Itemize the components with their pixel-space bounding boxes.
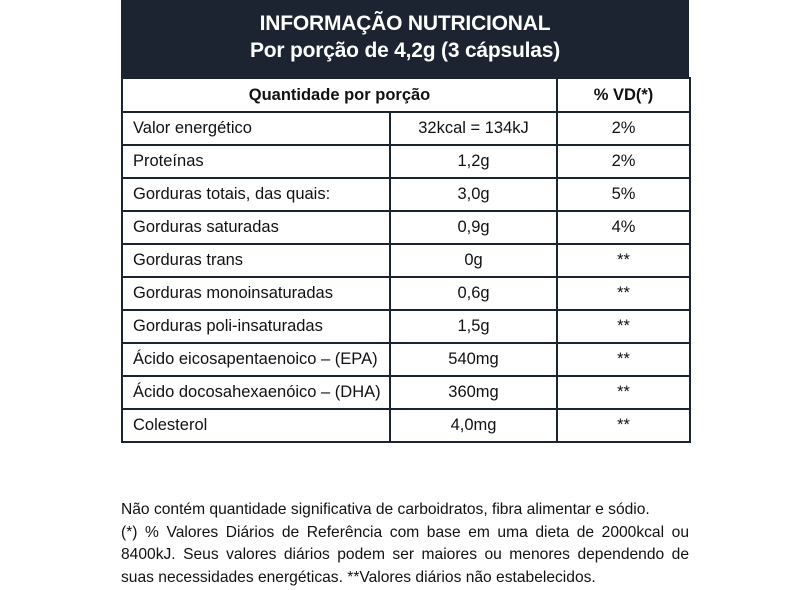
nutrient-vd: 2% xyxy=(557,112,690,145)
nutrient-name: Gorduras poli-insaturadas xyxy=(122,310,390,343)
nutrient-vd: 5% xyxy=(557,178,690,211)
nutrient-amount: 1,2g xyxy=(390,145,557,178)
nutrition-title: INFORMAÇÃO NUTRICIONAL xyxy=(259,12,551,35)
nutrient-amount: 0,9g xyxy=(390,211,557,244)
footnote-not-significant: Não contém quantidade significativa de carboidratos, fibra alimentar e sódio. xyxy=(121,501,650,518)
nutrient-amount: 32kcal = 134kJ xyxy=(390,112,557,145)
table-row xyxy=(122,211,690,244)
nutrition-panel xyxy=(121,0,689,443)
table-header-row xyxy=(122,78,690,112)
nutrient-name: Ácido eicosapentaenoico – (EPA) xyxy=(122,343,390,376)
table-row xyxy=(122,343,690,376)
nutrient-amount: 0,6g xyxy=(390,277,557,310)
nutrient-amount: 540mg xyxy=(390,343,557,376)
nutrient-name: Proteínas xyxy=(122,145,390,178)
nutrient-amount: 3,0g xyxy=(390,178,557,211)
footnote-daily-values: (*) % Valores Diários de Referência com base em uma dieta de 2000kcal ou 8400kJ. Seus valores diários podem ser maiores ou menores dependendo de suas necessidades energéticas. **Valores diários não estabelecidos. xyxy=(121,523,689,586)
nutrient-name: Gorduras saturadas xyxy=(122,211,390,244)
nutrient-vd: 4% xyxy=(557,211,690,244)
nutrient-vd: ** xyxy=(557,343,690,376)
col-header-quantity: Quantidade por porção xyxy=(122,78,557,112)
table-row xyxy=(122,277,690,310)
table-row xyxy=(122,409,690,442)
nutrient-amount: 0g xyxy=(390,244,557,277)
table-row xyxy=(122,112,690,145)
nutrient-name: Valor energético xyxy=(122,112,390,145)
nutrient-amount: 360mg xyxy=(390,376,557,409)
col-header-vd: % VD(*) xyxy=(557,78,690,112)
serving-size: Por porção de 4,2g (3 cápsulas) xyxy=(249,39,561,62)
nutrient-vd: ** xyxy=(557,277,690,310)
nutrient-vd: ** xyxy=(557,310,690,343)
table-row xyxy=(122,376,690,409)
nutrient-amount: 4,0mg xyxy=(390,409,557,442)
table-row xyxy=(122,145,690,178)
table-row xyxy=(122,310,690,343)
nutrient-amount: 1,5g xyxy=(390,310,557,343)
nutrient-vd: 2% xyxy=(557,145,690,178)
nutrient-name: Gorduras monoinsaturadas xyxy=(122,277,390,310)
nutrient-name: Gorduras trans xyxy=(122,244,390,277)
nutrient-vd: ** xyxy=(557,376,690,409)
nutrient-name: Gorduras totais, das quais: xyxy=(122,178,390,211)
nutrient-name: Ácido docosahexaenóico – (DHA) xyxy=(122,376,390,409)
nutrient-vd: ** xyxy=(557,409,690,442)
nutrient-vd: ** xyxy=(557,244,690,277)
nutrient-name: Colesterol xyxy=(122,409,390,442)
nutrition-header xyxy=(121,0,689,77)
table-row xyxy=(122,244,690,277)
nutrition-footnote xyxy=(121,499,689,589)
nutrition-table xyxy=(121,77,691,443)
table-row xyxy=(122,178,690,211)
